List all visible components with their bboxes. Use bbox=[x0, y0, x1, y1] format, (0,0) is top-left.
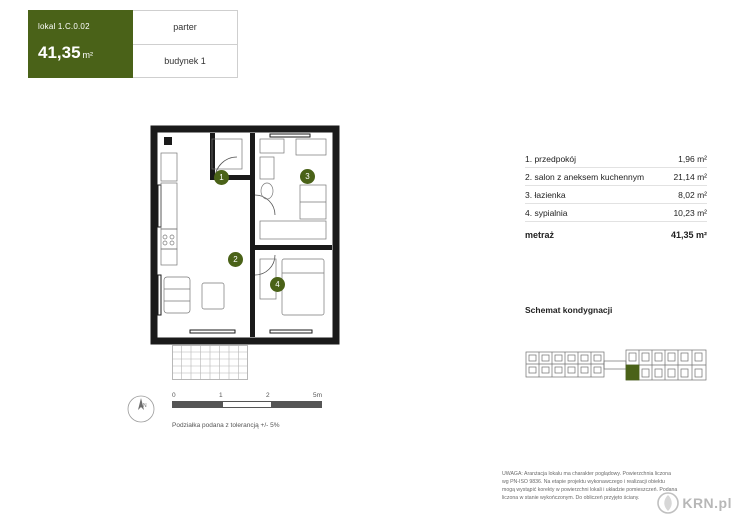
disclaimer-line-4: liczona w stanie wykończonym. Do obliczeń przyjęto ściany. bbox=[502, 495, 640, 502]
total-value: 41,35 m² bbox=[670, 230, 707, 240]
krn-logo-icon bbox=[657, 492, 679, 514]
header-info-block bbox=[133, 10, 238, 78]
unit-area bbox=[38, 43, 123, 63]
room-name: 1. przedpokój bbox=[525, 153, 577, 164]
scale-segment-1 bbox=[173, 402, 222, 407]
room-area: 8,02 m² bbox=[678, 189, 707, 200]
floor-label: parter bbox=[173, 22, 197, 33]
room-badge-3: 3 bbox=[300, 169, 315, 184]
unit-area-unit: m² bbox=[82, 50, 94, 60]
svg-text:N: N bbox=[143, 403, 147, 409]
floor-scheme-title: Schemat kondygnacji bbox=[525, 305, 613, 315]
table-row bbox=[525, 186, 707, 204]
table-row bbox=[525, 168, 707, 186]
scale-tick-2: 2 bbox=[265, 392, 270, 399]
table-row bbox=[525, 204, 707, 222]
scale-tick-0: 0 bbox=[172, 392, 176, 399]
room-list bbox=[525, 150, 707, 240]
disclaimer-line-1: UWAGA: Aranżacja lokalu ma charakter poglądowy. Powierzchnia liczona bbox=[502, 471, 671, 477]
room-badge-2: 2 bbox=[228, 252, 243, 267]
table-row bbox=[525, 150, 707, 168]
room-badge-1: 1 bbox=[214, 170, 229, 185]
scale-segment-3 bbox=[271, 402, 321, 407]
total-label: metraż bbox=[525, 230, 555, 240]
building-label: budynek 1 bbox=[133, 44, 237, 78]
room-badge-4: 4 bbox=[270, 277, 285, 292]
scale-note: Podziałka podana z tolerancją +/- 5% bbox=[172, 422, 280, 429]
disclaimer-line-2: wg PN-ISO 9836. Na etapie projektu wykonawczego i realizacji obiektu bbox=[502, 479, 665, 486]
total-row bbox=[525, 222, 707, 240]
unit-area-value: 41,35 bbox=[38, 43, 81, 62]
room-area: 1,96 m² bbox=[678, 153, 707, 164]
watermark-text: KRN.pl bbox=[682, 495, 732, 511]
compass-icon bbox=[124, 392, 158, 426]
room-area: 21,14 m² bbox=[673, 171, 707, 182]
room-name: 4. sypialnia bbox=[525, 207, 568, 218]
terrace-hatch bbox=[172, 345, 248, 380]
scale-segment-2 bbox=[222, 402, 272, 407]
floor-scheme-diagram bbox=[525, 345, 707, 385]
scale-bar bbox=[172, 392, 322, 408]
disclaimer-line-3: mogą wystąpić korekty w powierzchni lokali i układzie pomieszczeń. Podana bbox=[502, 487, 678, 494]
room-name: 2. salon z aneksem kuchennym bbox=[525, 171, 645, 182]
room-name: 3. łazienka bbox=[525, 189, 566, 200]
floor-plan bbox=[150, 125, 340, 345]
scale-tick-1: 1 bbox=[218, 392, 223, 399]
watermark bbox=[657, 492, 732, 514]
header bbox=[28, 10, 238, 78]
unit-id-label: lokal 1.C.0.02 bbox=[38, 22, 90, 31]
scale-tick-3: 5m bbox=[312, 392, 322, 399]
room-area: 10,23 m² bbox=[673, 207, 707, 218]
header-unit-block bbox=[28, 10, 133, 78]
scale-bar-graphic bbox=[172, 401, 322, 408]
